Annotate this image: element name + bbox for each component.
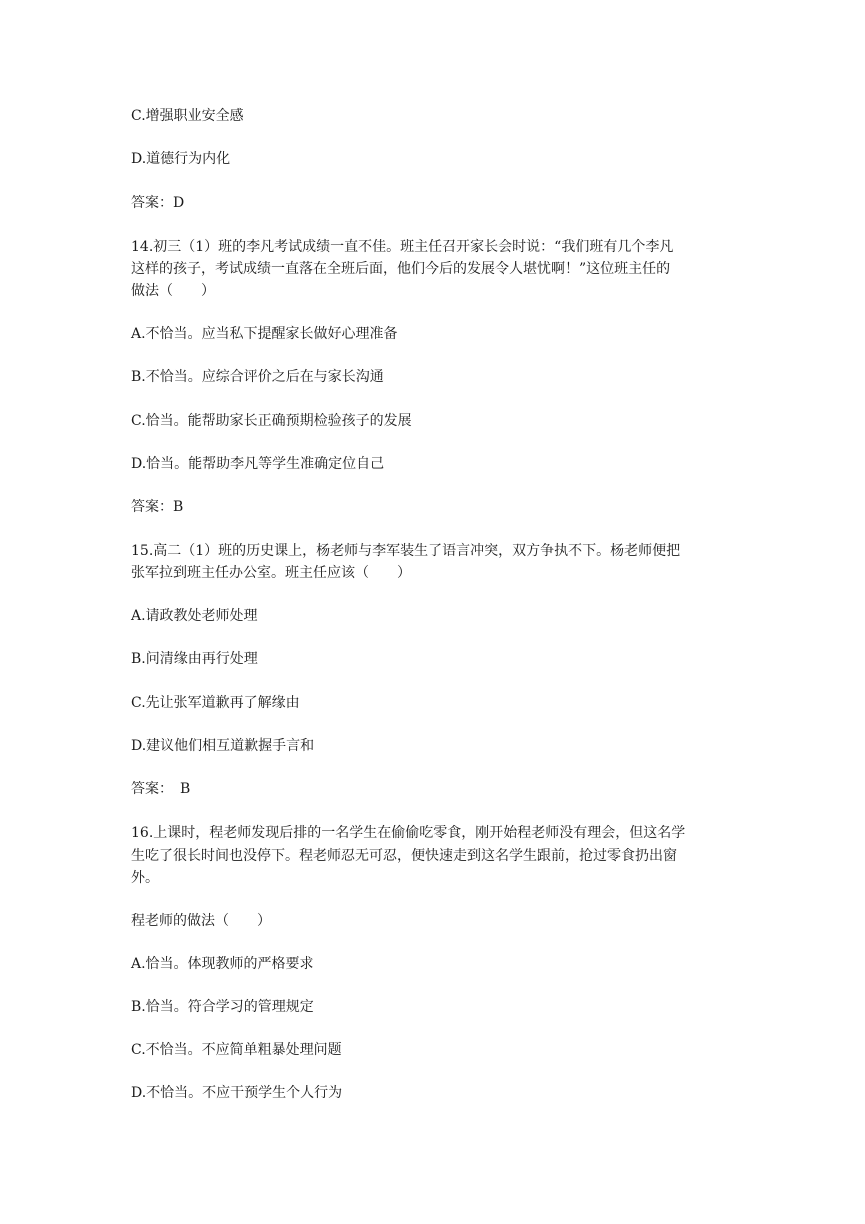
question-16-line-1: 16.上课时，程老师发现后排的一名学生在偷偷吃零食，刚开始程老师没有理会，但这名学 <box>131 825 686 841</box>
option-16d: D.不恰当。不应干预学生个人行为 <box>131 1085 343 1101</box>
option-13c: C.增强职业安全感 <box>131 108 244 124</box>
option-15b: B.问清缘由再行处理 <box>131 651 258 667</box>
answer-15: 答案： B <box>131 781 191 797</box>
question-14-line-1: 14.初三（1）班的李凡考试成绩一直不佳。班主任召开家长会时说：“我们班有几个李凡 <box>131 239 674 255</box>
answer-13: 答案：D <box>131 195 185 211</box>
question-14-line-3: 做法（ ） <box>131 283 215 299</box>
option-15c: C.先让张军道歉再了解缘由 <box>131 695 300 711</box>
option-14d: D.恰当。能帮助李凡等学生准确定位自己 <box>131 456 385 472</box>
question-15-line-1: 15.高二（1）班的历史课上，杨老师与李军装生了语言冲突，双方争执不下。杨老师便把 <box>131 543 681 559</box>
option-16b: B.恰当。符合学习的管理规定 <box>131 999 314 1015</box>
question-16-line-2: 生吃了很长时间也没停下。程老师忍无可忍，便快速走到这名学生跟前，抢过零食扔出窗 <box>131 848 677 864</box>
question-16-prompt: 程老师的做法（ ） <box>131 913 271 929</box>
option-15d: D.建议他们相互道歉握手言和 <box>131 738 315 754</box>
option-15a: A.请政教处老师处理 <box>131 608 258 624</box>
option-16a: A.恰当。体现教师的严格要求 <box>131 956 314 972</box>
question-14-line-2: 这样的孩子，考试成绩一直落在全班后面，他们今后的发展令人堪忧啊！”这位班主任的 <box>131 261 671 277</box>
option-16c: C.不恰当。不应简单粗暴处理问题 <box>131 1042 342 1058</box>
option-13d: D.道德行为内化 <box>131 151 231 167</box>
question-16-line-3: 外。 <box>131 870 159 886</box>
question-15-line-2: 张军拉到班主任办公室。班主任应该（ ） <box>131 565 411 581</box>
option-14c: C.恰当。能帮助家长正确预期检验孩子的发展 <box>131 413 412 429</box>
answer-14: 答案：B <box>131 499 184 515</box>
option-14a: A.不恰当。应当私下提醒家长做好心理准备 <box>131 326 398 342</box>
option-14b: B.不恰当。应综合评价之后在与家长沟通 <box>131 369 384 385</box>
